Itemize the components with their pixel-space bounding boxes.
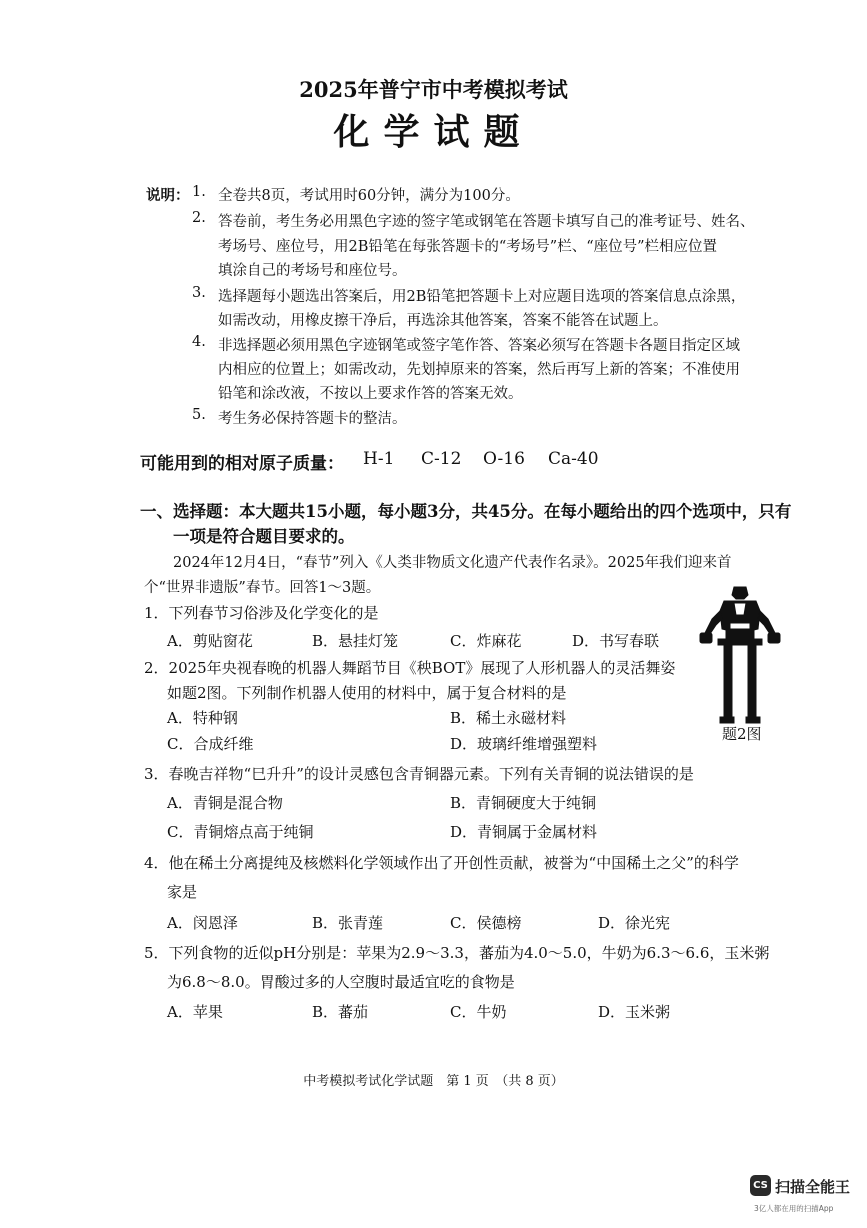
question-2-option-a: A．特种钢 [167,709,238,727]
atomic-mass-label: 可能用到的相对原子质量： [140,454,344,474]
exam-title: 2025年普宁市中考模拟考试 [299,77,568,102]
question-3-option-b: B．青铜硬度大于纯铜 [450,794,597,812]
question-2-option-d: D．玻璃纤维增强塑料 [450,735,598,753]
question-4-option-a: A．闵恩泽 [167,914,238,932]
question-1-stem: 1．下列春节习俗涉及化学变化的是 [144,604,379,622]
question-3-option-d: D．青铜属于金属材料 [450,823,598,841]
instruction-2-line-3: 填涂自己的考场号和座位号。 [218,263,407,279]
section-intro-line-1: 2024年12月4日，“春节”列入《人类非物质文化遗产代表作名录》。2025年我们迎来首 [173,555,732,571]
instruction-5-num: 5. [192,407,206,423]
instruction-4-line-2: 内相应的位置上；如需改动，先划掉原来的答案，然后再写上新的答案；不准使用 [218,362,740,378]
atomic-mass-h: H-1 [363,449,395,469]
section-heading-line-1: 一、选择题：本大题共15小题，每小题3分，共45分。在每小题给出的四个选项中，只有 [140,502,792,521]
question-4-stem-line-1: 4．他在稀土分离提纯及核燃料化学领域作出了开创性贡献，被誉为“中国稀土之父”的科学 [144,854,739,872]
question-5-option-b: B．蕃茄 [312,1003,369,1021]
question-4-option-d: D．徐光宪 [598,914,671,932]
atomic-mass-c: C-12 [421,449,462,469]
question-5-stem-line-1: 5．下列食物的近似pH分别是：苹果为2.9～3.3，蕃茄为4.0～5.0，牛奶为6.3～6.6，玉米粥 [144,944,770,962]
page-footer: 中考模拟考试化学试题 第 1 页 （共 8 页） [303,1074,564,1089]
instruction-2-num: 2. [192,210,206,226]
instruction-3-line-2: 如需改动，用橡皮擦干净后，再选涂其他答案，答案不能答在试题上。 [218,313,668,329]
instruction-4-line-3: 铅笔和涂改液，不按以上要求作答的答案无效。 [218,386,523,402]
instruction-4-num: 4. [192,334,206,350]
figure-caption: 题2图 [722,725,762,743]
question-3-option-a: A．青铜是混合物 [167,794,283,812]
question-5-option-c: C．牛奶 [450,1003,507,1021]
atomic-mass-o: O-16 [483,449,525,469]
question-4-stem-line-2: 家是 [167,883,198,901]
instruction-3-num: 3. [192,285,206,301]
question-4-option-b: B．张青莲 [312,914,384,932]
instruction-2-line-2: 考场号、座位号，用2B铅笔在每张答题卡的“考场号”栏、“座位号”栏相应位置 [218,239,718,255]
question-1-option-b: B．悬挂灯笼 [312,632,399,650]
section-heading-line-2: 一项是符合题目要求的。 [173,527,355,546]
atomic-mass-ca: Ca-40 [548,449,599,469]
instruction-2-line-1: 答卷前，考生务必用黑色字迹的签字笔或钢笔在答题卡填写自己的准考证号、姓名、 [218,214,755,230]
instruction-5-text: 考生务必保持答题卡的整洁。 [218,411,407,427]
question-5-stem-line-2: 为6.8～8.0。胃酸过多的人空腹时最适宜吃的食物是 [167,973,515,991]
question-1-option-d: D．书写春联 [572,632,660,650]
instruction-1-num: 1. [192,184,206,200]
section-intro-line-2: 个“世界非遗版”春节。回答1～3题。 [144,580,381,596]
question-3-option-c: C．青铜熔点高于纯铜 [167,823,314,841]
robot-figure-icon [698,585,782,725]
question-5-option-d: D．玉米粥 [598,1003,671,1021]
question-1-option-c: C．炸麻花 [450,632,522,650]
instruction-1-text: 全卷共8页，考试用时60分钟，满分为100分。 [218,188,520,204]
question-5-option-a: A．苹果 [167,1003,223,1021]
question-2-option-c: C．合成纤维 [167,735,254,753]
question-2-stem-line-2: 如题2图。下列制作机器人使用的材料中，属于复合材料的是 [167,684,567,702]
question-3-stem: 3．春晚吉祥物“巳升升”的设计灵感包含青铜器元素。下列有关青铜的说法错误的是 [144,765,694,783]
question-2-option-b: B．稀土永磁材料 [450,709,567,727]
instruction-3-line-1: 选择题每小题选出答案后，用2B铅笔把答题卡上对应题目选项的答案信息点涂黑， [218,289,746,305]
question-2-stem-line-1: 2．2025年央视春晚的机器人舞蹈节目《秧BOT》展现了人形机器人的灵活舞姿 [144,659,676,677]
question-4-option-c: C．侯德榜 [450,914,522,932]
subject-title: 化学试题 [333,111,534,153]
camscanner-tagline: 3亿人都在用的扫描App [754,1204,834,1213]
camscanner-name: 扫描全能王 [775,1178,851,1196]
camscanner-logo-icon: CS [750,1175,771,1196]
instruction-4-line-1: 非选择题必须用黑色字迹钢笔或签字笔作答、答案必须写在答题卡各题目指定区域 [218,338,740,354]
instructions-label: 说明： [146,187,190,204]
question-1-option-a: A．剪贴窗花 [167,632,253,650]
